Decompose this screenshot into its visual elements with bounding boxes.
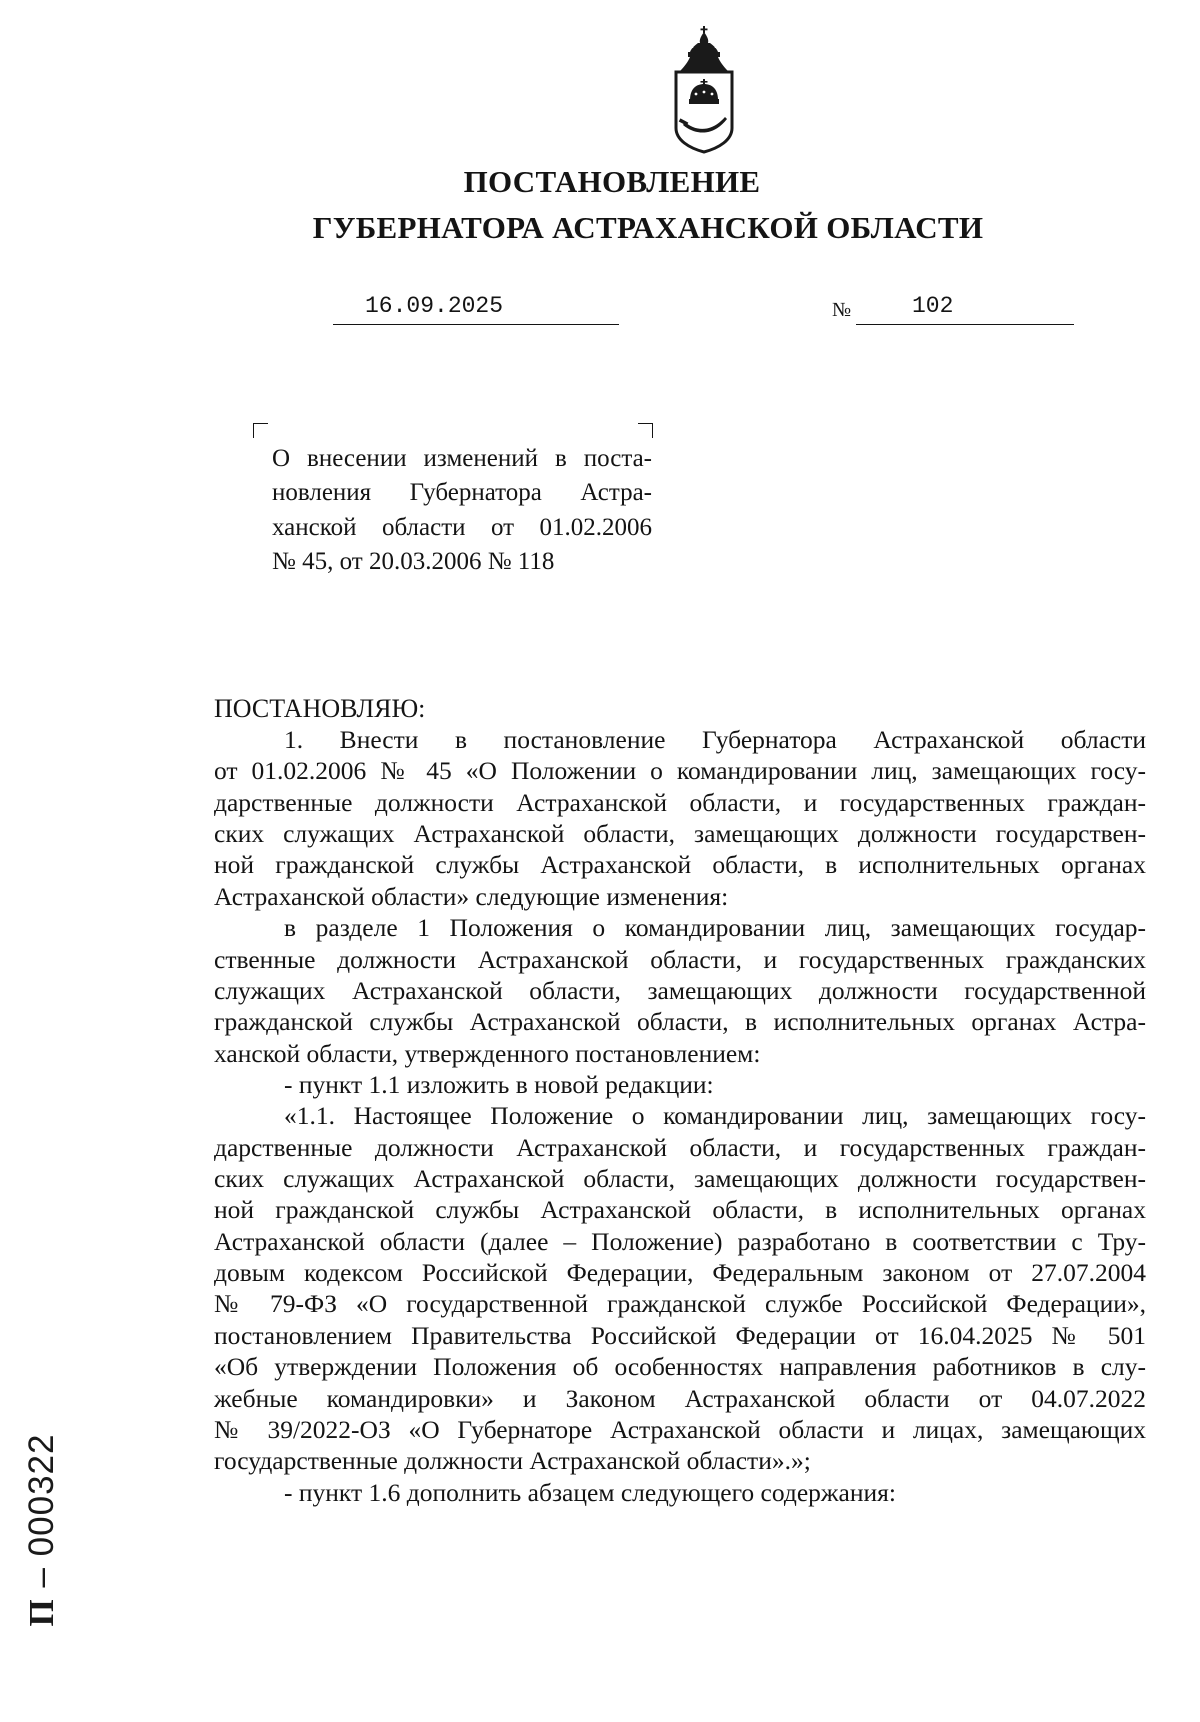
body-line: ских служащих Астраханской области, замещающих должности государствен- xyxy=(214,819,1146,849)
subject-line: ханской области от 01.02.2006 xyxy=(272,513,652,541)
date-field xyxy=(333,292,619,325)
body-line: ских служащих Астраханской области, замещающих должности государствен- xyxy=(214,1164,1146,1194)
body-line: ной гражданской службы Астраханской области, в исполнительных органах xyxy=(214,1195,1146,1225)
body-line: № 79-ФЗ «О государственной гражданской службе Российской Федерации», xyxy=(214,1289,1146,1319)
body-line: дарственные должности Астраханской области, и государственных граждан- xyxy=(214,787,1146,817)
coat-of-arms-emblem xyxy=(667,26,741,154)
subject-line: № 45, от 20.03.2006 № 118 xyxy=(272,547,555,575)
subject-line: новления Губернатора Астра- xyxy=(272,479,652,507)
body-line: гражданской службы Астраханской области, в исполнительных органах Астра- xyxy=(214,1007,1146,1037)
body-line: жебные командировки» и Законом Астраханской области от 04.07.2022 xyxy=(214,1383,1146,1413)
serial-prefix: П xyxy=(22,1598,61,1627)
body-line: ханской области, утвержденного постановлением: xyxy=(214,1038,761,1068)
body-line: «1.1. Настоящее Положение о командировании лиц, замещающих госу- xyxy=(284,1101,1146,1131)
document-title-line2: ГУБЕРНАТОРА АСТРАХАНСКОЙ ОБЛАСТИ xyxy=(312,210,984,245)
body-line: ственные должности Астраханской области, и государственных гражданских xyxy=(214,944,1146,974)
form-serial-stamp xyxy=(14,1400,70,1660)
document-date: 16.09.2025 xyxy=(365,293,504,319)
serial-number: – 000322 xyxy=(22,1433,61,1588)
subject-corner-left xyxy=(253,423,268,438)
preamble: ПОСТАНОВЛЯЮ: xyxy=(214,694,426,723)
body-line: от 01.02.2006 № 45 «О Положении о командировании лиц, замещающих госу- xyxy=(214,756,1146,786)
body-line: 1. Внести в постановление Губернатора Астраханской области xyxy=(284,725,1146,754)
body-line: Астраханской области (далее – Положение) разработано в соответствии с Тру- xyxy=(214,1226,1146,1256)
body-line: постановлением Правительства Российской Федерации от 16.04.2025 № 501 xyxy=(214,1320,1146,1350)
subject-corner-right xyxy=(638,423,653,438)
body-line: - пункт 1.1 изложить в новой редакции: xyxy=(284,1069,714,1099)
body-line: - пункт 1.6 дополнить абзацем следующего содержания: xyxy=(284,1477,896,1507)
document-number: 102 xyxy=(912,293,954,319)
body-line: «Об утверждении Положения об особенностях направления работников в слу- xyxy=(214,1352,1146,1382)
body-line: ной гражданской службы Астраханской области, в исполнительных органах xyxy=(214,850,1146,880)
document-subject xyxy=(272,442,652,579)
document-title-line1: ПОСТАНОВЛЕНИЕ xyxy=(463,164,761,199)
subject-line: О внесении изменений в поста- xyxy=(272,445,652,472)
body-line: довым кодексом Российской Федерации, Федеральным законом от 27.07.2004 xyxy=(214,1258,1146,1288)
body-line: государственные должности Астраханской области».»; xyxy=(214,1446,811,1476)
body-line: дарственные должности Астраханской области, и государственных граждан- xyxy=(214,1132,1146,1162)
document-body xyxy=(214,724,1146,1508)
body-line: служащих Астраханской области, замещающих должности государственной xyxy=(214,975,1146,1005)
body-line: Астраханской области» следующие изменения: xyxy=(214,881,729,911)
body-line: № 39/2022-ОЗ «О Губернаторе Астраханской области и лицах, замещающих xyxy=(214,1414,1146,1444)
number-label: № xyxy=(832,299,852,321)
number-field xyxy=(856,292,1074,325)
body-line: в разделе 1 Положения о командировании лиц, замещающих государ- xyxy=(284,913,1146,943)
